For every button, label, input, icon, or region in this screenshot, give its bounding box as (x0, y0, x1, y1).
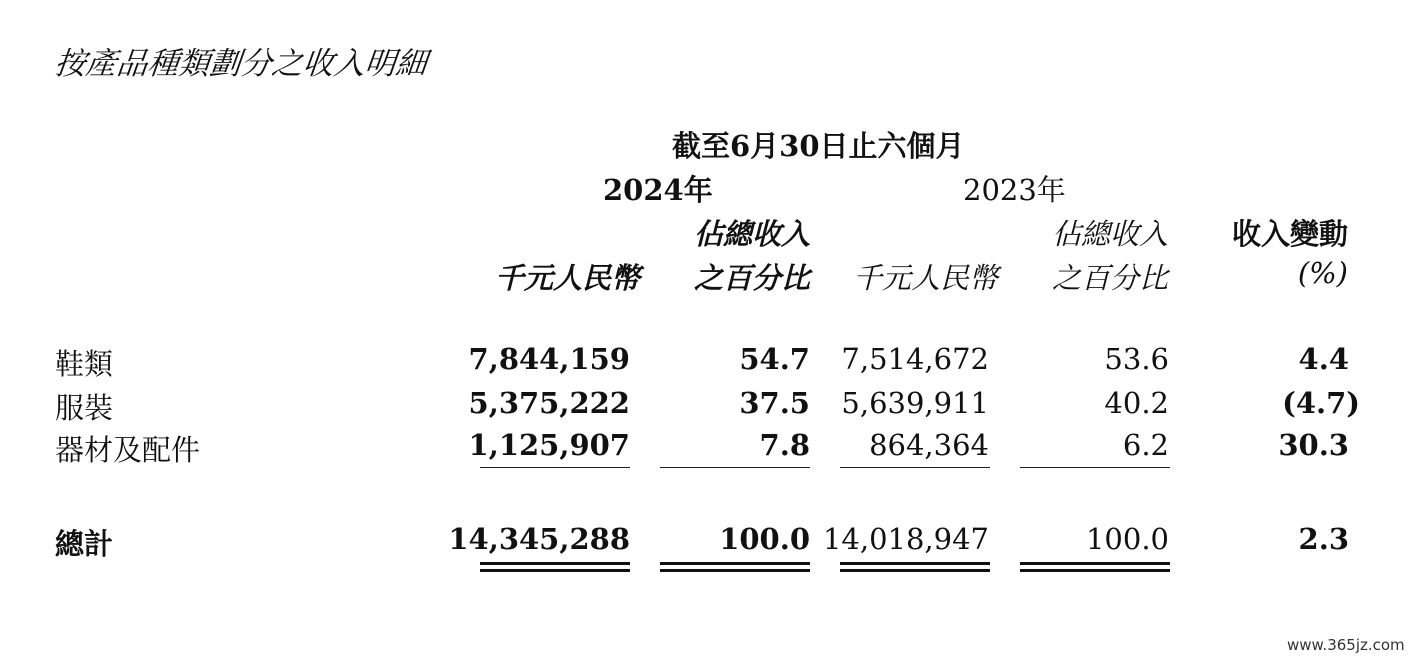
watermark: www.365jz.com (1287, 636, 1405, 654)
cell-pct-2023: 40.2 (1104, 386, 1169, 420)
subtotal-underline (480, 467, 630, 468)
total-double-underline (480, 562, 630, 565)
total-double-underline (480, 569, 630, 572)
row-label: 服裝 (55, 391, 114, 425)
cell-pct-2024: 37.5 (739, 386, 810, 420)
header-change-line2: (%) (1297, 256, 1348, 290)
header-change-line1: 收入變動 (1231, 217, 1348, 251)
cell-change: 4.4 (1298, 342, 1349, 376)
header-pct-2023-line2: 之百分比 (1051, 261, 1168, 295)
header-pct-2024-line2: 之百分比 (693, 261, 810, 295)
cell-change: 30.3 (1278, 428, 1349, 462)
subtotal-underline (1020, 467, 1170, 468)
subtotal-underline (840, 467, 990, 468)
total-pct-2023: 100.0 (1085, 522, 1169, 556)
total-double-underline (840, 569, 990, 572)
header-pct-2023-line1: 佔總收入 (1051, 217, 1168, 251)
cell-amount-2023: 864,364 (869, 428, 989, 462)
cell-amount-2024: 1,125,907 (468, 428, 630, 462)
year-2023: 2023年 (963, 173, 1066, 207)
total-double-underline (1020, 562, 1170, 565)
header-pct-2024-line1: 佔總收入 (693, 217, 810, 251)
total-double-underline (660, 562, 810, 565)
cell-amount-2023: 7,514,672 (841, 342, 989, 376)
cell-pct-2024: 7.8 (759, 428, 810, 462)
row-label: 器材及配件 (55, 433, 201, 467)
header-amount-2023: 千元人民幣 (852, 261, 998, 295)
cell-amount-2024: 7,844,159 (468, 342, 630, 376)
subtotal-underline (660, 467, 810, 468)
total-pct-2024: 100.0 (719, 522, 810, 556)
year-2024: 2024年 (603, 173, 713, 207)
cell-change: (4.7) (1282, 386, 1360, 420)
total-amount-2024: 14,345,288 (448, 522, 630, 556)
total-change: 2.3 (1298, 522, 1349, 556)
period-header: 截至6月30日止六個月 (672, 129, 965, 163)
table-title: 按產品種類劃分之收入明細 (52, 46, 429, 82)
total-double-underline (1020, 569, 1170, 572)
cell-amount-2023: 5,639,911 (841, 386, 989, 420)
cell-amount-2024: 5,375,222 (468, 386, 630, 420)
cell-pct-2023: 6.2 (1122, 428, 1169, 462)
total-double-underline (840, 562, 990, 565)
row-label: 鞋類 (55, 347, 114, 381)
cell-pct-2024: 54.7 (739, 342, 810, 376)
header-amount-2024: 千元人民幣 (494, 261, 640, 295)
total-double-underline (660, 569, 810, 572)
total-amount-2023: 14,018,947 (822, 522, 989, 556)
cell-pct-2023: 53.6 (1104, 342, 1169, 376)
total-label: 總計 (55, 527, 114, 561)
